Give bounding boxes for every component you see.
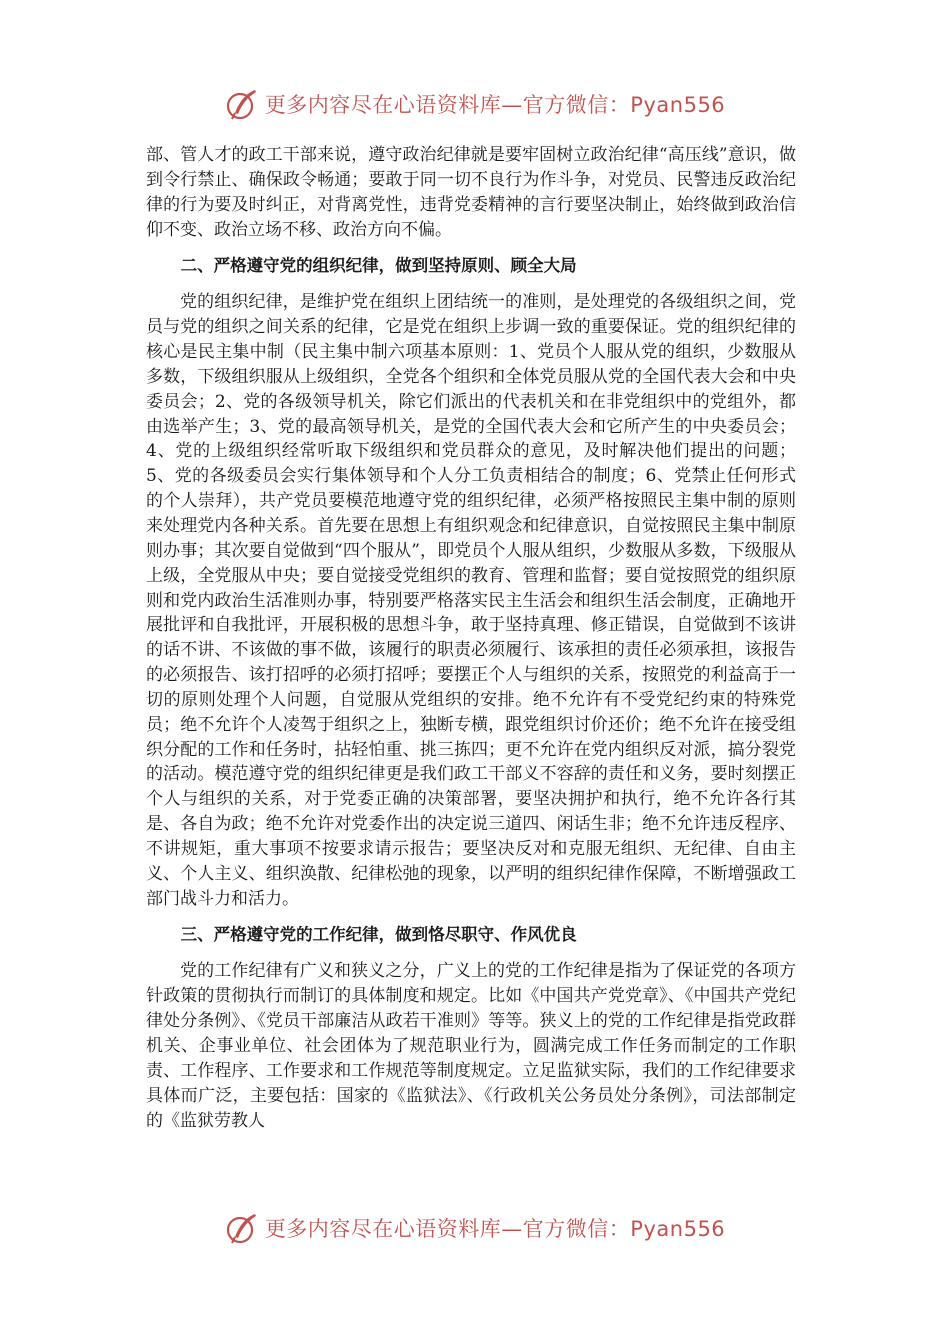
- section-heading-work-discipline: 三、严格遵守党的工作纪律，做到恪尽职守、作风优良: [180, 925, 577, 945]
- header-watermark-banner: [0, 84, 950, 124]
- document-body: [146, 143, 796, 1133]
- banner-text: 更多内容尽在心语资料库—官方微信：Pyan556: [264, 1217, 726, 1241]
- footer-watermark-banner: [0, 1208, 950, 1248]
- section-heading-organizational-discipline: 二、严格遵守党的组织纪律，做到坚持原则、顾全大局: [180, 256, 577, 276]
- feather-quill-icon: [225, 87, 261, 121]
- paragraph-organizational-discipline: 党的组织纪律，是维护党在组织上团结统一的准则，是处理党的各级组织之间，党员与党的组织之间关系的纪律，它是党在组织上步调一致的重要保证。党的组织纪律的核心是民主集中制（民主集中制六项基本原则：1、党员个人服从党的组织，少数服从多数，下级组织服从上级组织，全党各个组织和全体党员服从党的全国代表大会和中央委员会；2、党的各级领导机关，除它们派出的代表机关和在非党组织中的党组外，都由选举产生；3、党的最高领导机关，是党的全国代表大会和它所产生的中央委员会；4、党的上级组织经常听取下级组织和党员群众的意见，及时解决他们提出的问题；5、党的各级委员会实行集体领导和个人分工负责相结合的制度；6、党禁止任何形式的个人崇拜），共产党员要模范地遵守党的组织纪律，必须严格按照民主集中制的原则来处理党内各种关系。首先要在思想上有组织观念和纪律意识，自觉按照民主集中制原则办事；其次要自觉做到“四个服从”，即党员个人服从组织，少数服从多数，下级服从上级，全党服从中央；要自觉接受党组织的教育、管理和监督；要自觉按照党的组织原则和党内政治生活准则办事，特别要严格落实民主生活会和组织生活会制度，正确地开展批评和自我批评，开展积极的思想斗争，敢于坚持真理、修正错误，自觉做到不该讲的话不讲、不该做的事不做，该履行的职责必须履行、该承担的责任必须承担，该报告的必须报告、该打招呼的必须打招呼；要摆正个人与组织的关系，按照党的利益高于一切的原则处理个人问题，自觉服从党组织的安排。绝不允许有不受党纪约束的特殊党员；绝不允许个人凌驾于组织之上，独断专横，跟党组织讨价还价；绝不允许在接受组织分配的工作和任务时，拈轻怕重、挑三拣四；更不允许在党内组织反对派，搞分裂党的活动。模范遵守党的组织纪律更是我们政工干部义不容辞的责任和义务，要时刻摆正个人与组织的关系，对于党委正确的决策部署，要坚决拥护和执行，绝不允许各行其是、各自为政；绝不允许对党委作出的决定说三道四、闲话生非；绝不允许违反程序、不讲规矩，重大事项不按要求请示报告；要坚决反对和克服无组织、无纪律、自由主义、个人主义、组织涣散、纪律松弛的现象，以严明的组织纪律作保障，不断增强政工部门战斗力和活力。: [146, 292, 796, 909]
- feather-quill-icon: [225, 1211, 261, 1245]
- banner-text: 更多内容尽在心语资料库—官方微信：Pyan556: [264, 93, 726, 117]
- paragraph-work-discipline: 党的工作纪律有广义和狭义之分，广义上的党的工作纪律是指为了保证党的各项方针政策的贯彻执行而制订的具体制度和规定。比如《中国共产党党章》、《中国共产党纪律处分条例》、《党员干部廉洁从政若干准则》等等。狭义上的党的工作纪律是指党政群机关、企事业单位、社会团体为了规范职业行为，圆满完成工作任务而制定的工作职责、工作程序、工作要求和工作规范等制度规定。立足监狱实际，我们的工作纪律要求具体而广泛，主要包括：国家的《监狱法》、《行政机关公务员处分条例》，司法部制定的《监狱劳教人: [146, 961, 796, 1131]
- paragraph-political-discipline-end: 部、管人才的政工干部来说，遵守政治纪律就是要牢固树立政治纪律“高压线”意识，做到令行禁止、确保政令畅通；要敢于同一切不良行为作斗争，对党员、民警违反政治纪律的行为要及时纠正，对背离党性，违背党委精神的言行要坚决制止，始终做到政治信仰不变、政治立场不移、政治方向不偏。: [146, 145, 796, 240]
